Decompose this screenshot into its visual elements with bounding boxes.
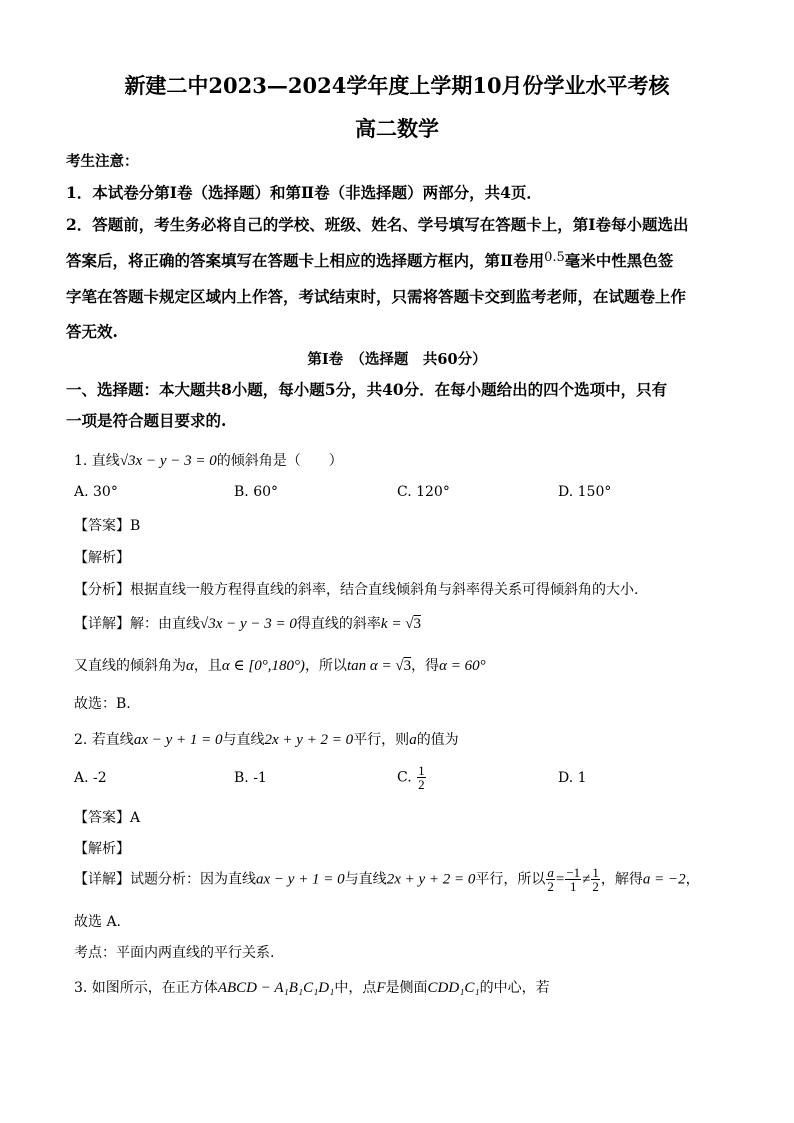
solution: a = −2 [642,871,686,888]
denominator: 2 [547,879,554,894]
numerator: 1 [418,763,425,778]
detail-text: ，解得 [600,871,643,888]
q2-conclusion: 故选 A. [74,914,122,930]
angle-result: α = 60° [439,658,486,674]
detail-text: 与直线 [344,871,387,888]
sqrt-icon: √ [405,616,414,632]
q2-analysis-label: 【解析】 [74,841,130,857]
numerator: a [547,865,554,880]
notice-item-2-line-4: 答无效. [66,322,118,341]
q1-conclusion: 故选：B. [74,696,131,712]
question-3 [74,977,550,997]
not-equal-sign: ≠ [582,871,591,888]
detail-equation: 3x − y − 3 = 0 [208,616,297,632]
line-equation-1: ax − y + 1 = 0 [256,871,345,888]
detail-text: ，得 [411,658,440,674]
q2-option-d: D. 1 [558,770,587,786]
fraction [546,866,555,893]
q1-detail-line-2 [74,655,486,675]
fraction [565,866,581,893]
q1-analysis-label: 【解析】 [74,550,130,566]
face-name: CDD₁C₁ [427,980,480,996]
detail-text: 试题分析：因为直线 [130,871,256,888]
sqrt-icon: √ [200,616,209,632]
q1-option-b: B. 60° [234,484,279,500]
q1-detail [74,613,421,633]
q2-detail [74,866,700,893]
q1-answer [74,515,140,535]
question-2 [74,729,459,749]
answer-label: 【答案】 [74,810,130,826]
question-1-equation: 3x − y − 3 = 0 [128,453,217,469]
detail-label: 【详解】 [74,871,130,888]
line-equation-2: 2x + y + 2 = 0 [264,732,354,748]
notice-heading: 考生注意： [66,153,139,170]
slope-value: 3 [413,616,421,632]
notice-item-1: 1．本试卷分第Ⅰ卷（选择题）和第Ⅱ卷（非选择题）两部分，共4页． [66,183,542,202]
q1-option-d: D. 150° [558,484,612,500]
answer-label: 【答案】 [74,518,130,534]
detail-text: ，且 [193,658,222,674]
alpha-symbol: α [186,658,194,674]
question-3-text: 是侧面 [385,980,428,996]
equals-sign: = [555,871,565,888]
q1-option-a: A. 30° [74,484,118,500]
question-2-text: 与直线 [222,732,265,748]
detail-label: 【详解】 [74,616,130,632]
q2-kaodian: 考点：平面内两直线的平行关系. [74,945,275,961]
exam-title: 新建二中2023—2024学年度上学期10月份学业水平考核 [124,73,670,98]
q1-fenxi [74,579,638,599]
detail-text: 平行，所以 [475,871,546,888]
fraction [417,764,426,791]
notice-item-2-line-2 [66,249,673,271]
point-f: F [376,980,386,996]
detail-text: 得直线的斜率 [296,616,381,632]
section-intro-line-2: 一项是符合题目要求的. [66,411,227,430]
sqrt-icon: √ [119,453,129,469]
q2-option-a: A. -2 [74,770,107,786]
q2-option-c [397,764,427,791]
q2-answer [74,807,140,827]
exam-subject: 高二数学 [355,116,439,141]
denominator: 1 [570,879,577,894]
answer-value: B [130,518,141,534]
notice-text: 答案后，将正确的答案填写在答题卡上相应的选择题方框内，第Ⅱ卷用 [66,251,545,270]
detail-text: 又直线的倾斜角为 [74,658,186,674]
notice-item-2-line-1: 2．答题前，考生务必将自己的学校、班级、姓名、学号填写在答题卡上，第Ⅰ卷每小题选出 [66,215,689,234]
pen-size: 0.5 [544,250,565,265]
numerator: −1 [566,865,581,880]
detail-text: ，所以 [304,658,347,674]
detail-text: ， [685,871,700,888]
question-2-suffix: 的值为 [416,732,459,748]
section-intro-line-1: 一、选择题：本大题共8小题，每小题5分，共40分．在每小题给出的四个选项中，只有 [66,380,668,399]
question-1-prefix: 1. 直线 [74,453,120,469]
section-heading: 第Ⅰ卷 （选择题 共60分） [307,351,487,368]
slope-symbol: k = [380,616,406,632]
tan-value: 3 [403,658,412,674]
fenxi-text: 根据直线一般方程得直线的斜率，结合直线倾斜角与斜率得关系可得倾斜角的大小. [130,582,639,598]
line-equation-1: ax − y + 1 = 0 [133,732,223,748]
sqrt-icon: √ [395,658,404,674]
option-label: C. [397,769,412,786]
cube-name: ABCD − A₁B₁C₁D₁ [217,980,335,996]
line-equation-2: 2x + y + 2 = 0 [386,871,476,888]
angle-range: α ∈ [0°,180°) [221,658,305,674]
answer-value: A [130,810,141,826]
fraction [591,866,600,893]
question-3-prefix: 3. 如图所示，在正方体 [74,980,218,996]
question-3-text: 中，点 [334,980,377,996]
q2-option-b: B. -1 [234,770,267,786]
detail-text: 解：由直线 [130,616,200,632]
tan-expression: tan α = [346,658,396,674]
fenxi-label: 【分析】 [74,582,130,598]
denominator: 2 [418,777,425,792]
question-2-prefix: 2. 若直线 [74,732,134,748]
notice-text: 毫米中性黑色签 [564,251,674,270]
numerator: 1 [592,865,599,880]
question-1 [74,450,343,470]
variable-a: a [409,732,417,748]
question-3-suffix: 的中心，若 [479,980,550,996]
denominator: 2 [592,879,599,894]
q1-option-c: C. 120° [397,484,450,500]
notice-item-2-line-3: 字笔在答题卡规定区域内上作答，考试结束时，只需将答题卡交到监考老师，在试题卷上作 [66,287,687,306]
question-1-suffix: 的倾斜角是（ ） [216,453,343,469]
question-2-text: 平行，则 [353,732,410,748]
